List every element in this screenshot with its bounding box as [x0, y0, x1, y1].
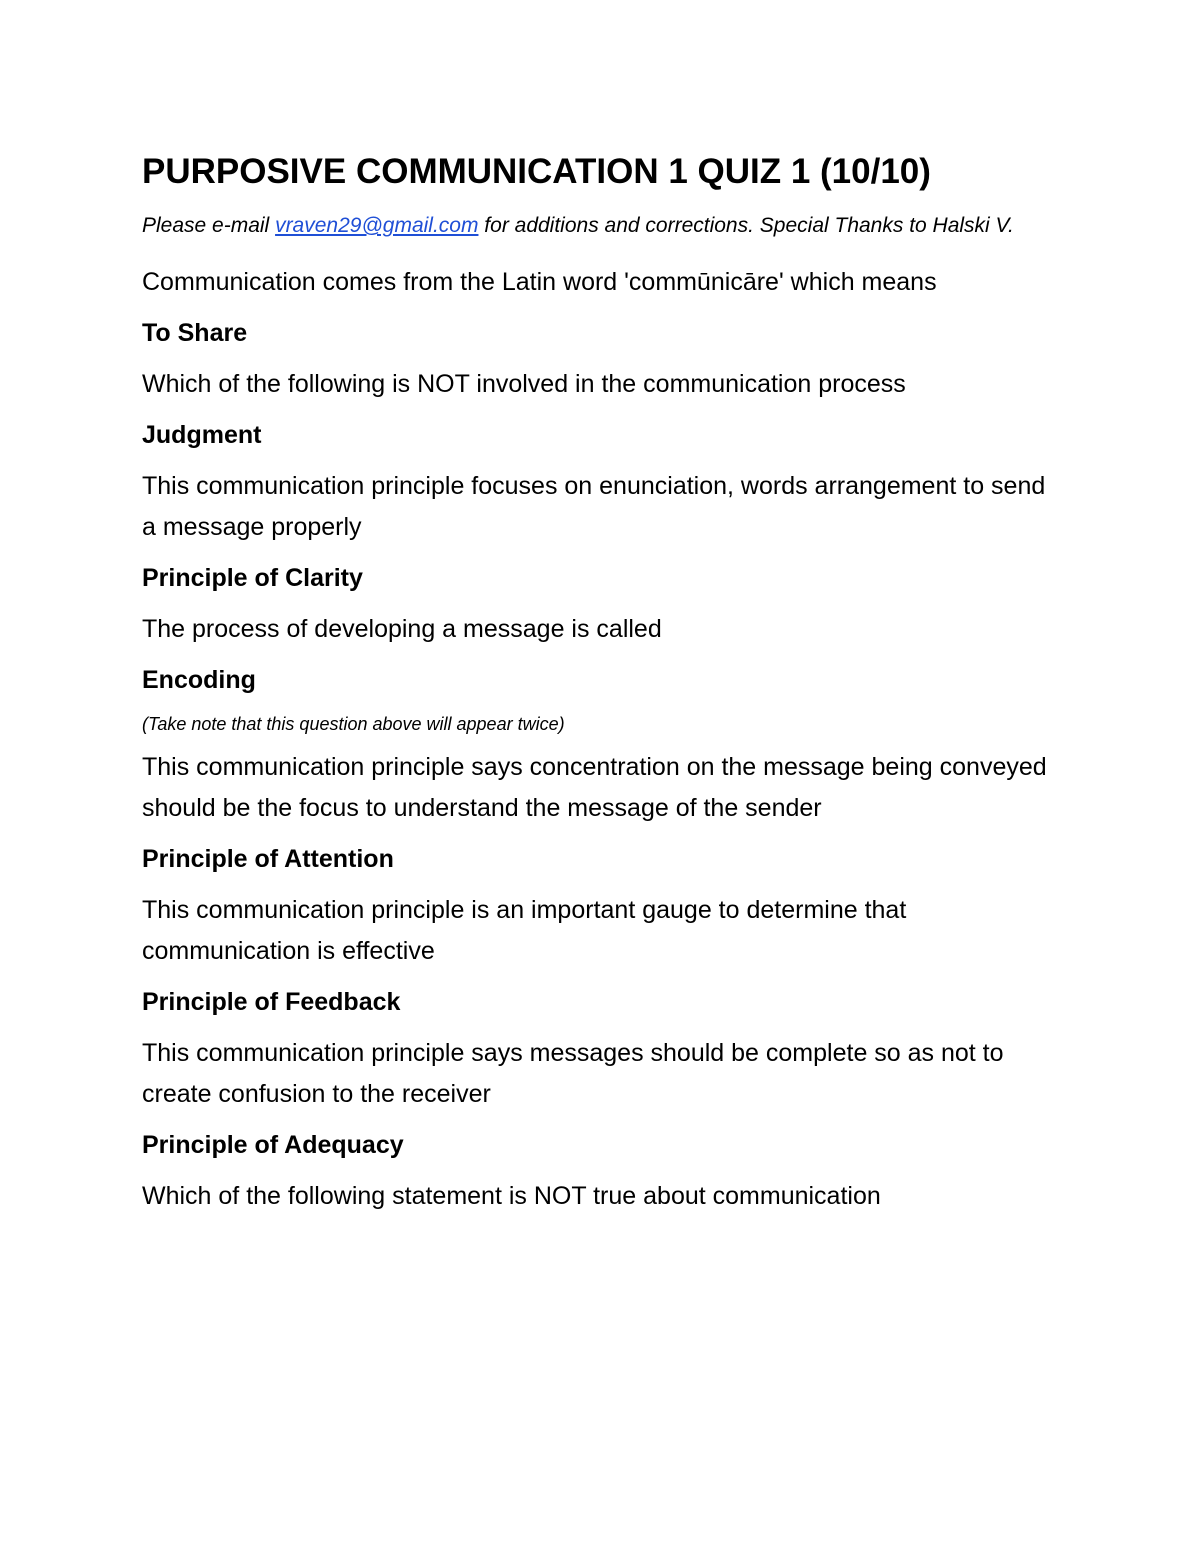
- contact-note: [142, 210, 1062, 242]
- answer-6: Principle of Feedback: [142, 988, 401, 1016]
- answer-3: Principle of Clarity: [142, 564, 363, 592]
- question-8: Which of the following statement is NOT true about communication: [142, 1182, 881, 1210]
- question-2: Which of the following is NOT involved in the communication process: [142, 370, 906, 398]
- answer-5: Principle of Attention: [142, 845, 394, 873]
- question-4: The process of developing a message is called: [142, 615, 662, 643]
- contact-note-prefix: Please e-mail: [142, 214, 276, 237]
- question-6: This communication principle is an important gauge to determine that communication is effective: [142, 896, 907, 965]
- question-5: This communication principle says concentration on the message being conveyed should be the focus to understand the message of the sender: [142, 753, 1047, 822]
- repeat-note: (Take note that this question above will appear twice): [142, 714, 565, 734]
- document-content: [142, 148, 1062, 1227]
- answer-7: Principle of Adequacy: [142, 1131, 404, 1159]
- question-7: This communication principle says messages should be complete so as not to create confusion to the receiver: [142, 1039, 1004, 1108]
- question-3: This communication principle focuses on enunciation, words arrangement to send a message properly: [142, 472, 1046, 541]
- answer-2: Judgment: [142, 421, 262, 449]
- answer-1: To Share: [142, 319, 248, 347]
- answer-4: Encoding: [142, 666, 256, 694]
- contact-note-suffix: for additions and corrections. Special Thanks to Halski V.: [478, 214, 1014, 237]
- question-1: Communication comes from the Latin word 'commūnicāre' which means: [142, 268, 937, 296]
- email-link[interactable]: vraven29@gmail.com: [275, 214, 479, 237]
- document-title: PURPOSIVE COMMUNICATION 1 QUIZ 1 (10/10): [142, 152, 931, 191]
